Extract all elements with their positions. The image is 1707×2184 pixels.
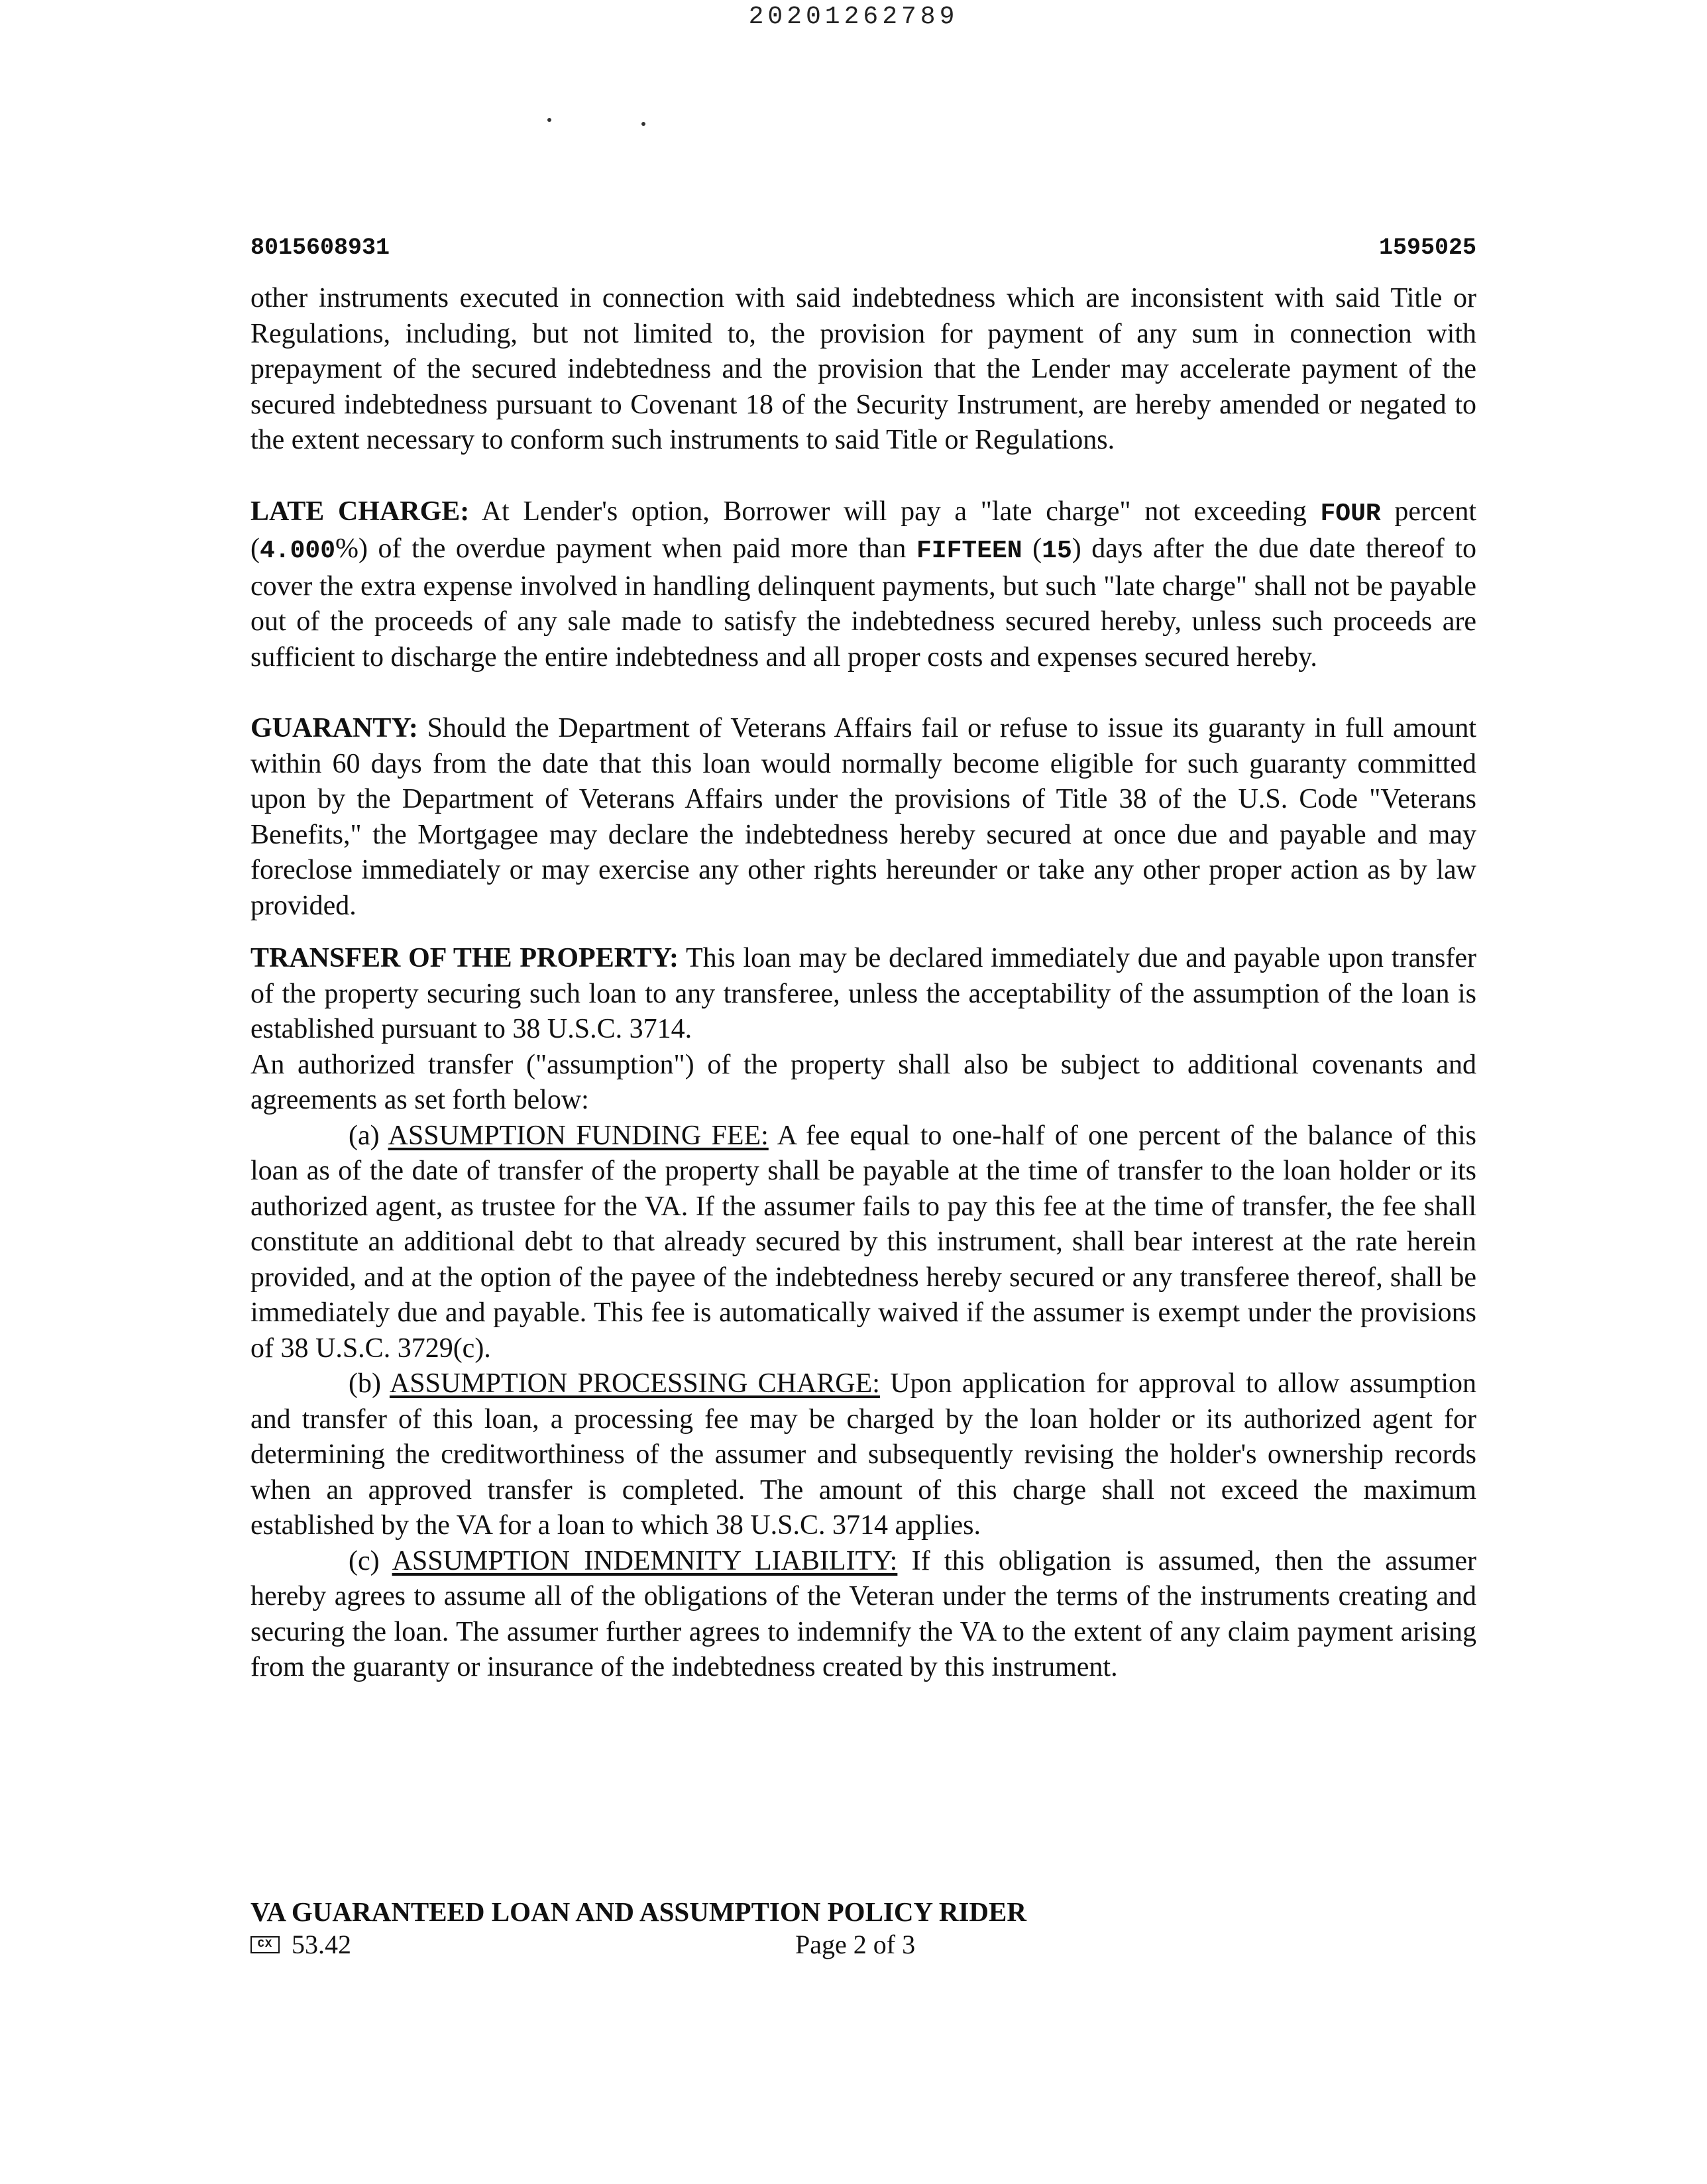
continuation-paragraph: other instruments executed in connection with said indebtedness which are inconsistent with said Title or Regulations, including, but not limited to, the provision for payment of any sum in connection with prepayment of the secured indebtedness and the provision that the Lender may accelerate payment of the secured indebtedness pursuant to Covenant 18 of the Security Instrument, are hereby amended or negated to the extent necessary to conform such instruments to said Title or Regulations.: [250, 283, 1476, 455]
recording-number: 20201262789: [748, 3, 959, 31]
late-charge-text: (: [1022, 533, 1042, 564]
late-charge-text: ) days after the due date thereof to cover the extra expense involved in handling delinquent payments, but such "late charge" shall not be payable out of the proceeds of any sale made to satisfy the indebtedness secured hereby, unless such proceeds are sufficient to discharge the entire indebtedness and all proper costs and expenses secured hereby.: [250, 533, 1476, 673]
page-indicator: Page 2 of 3: [795, 1930, 916, 1959]
late-charge-paragraph: [250, 494, 1476, 676]
form-number: 53.42: [292, 1930, 351, 1959]
late-charge-percent-value: 4.000: [260, 537, 336, 565]
transfer-paragraph: [250, 941, 1476, 1048]
item-b-paragraph: [250, 1366, 1476, 1544]
transfer-heading: TRANSFER OF THE PROPERTY:: [250, 943, 679, 973]
footer-row: [250, 1928, 1476, 1961]
scan-speck: [641, 122, 645, 126]
late-charge-days-words: FIFTEEN: [916, 537, 1022, 565]
item-a-label: (a): [349, 1120, 388, 1151]
late-charge-heading: LATE CHARGE:: [250, 496, 470, 527]
item-b-title: ASSUMPTION PROCESSING CHARGE:: [389, 1368, 880, 1399]
loan-number: 8015608931: [250, 235, 390, 261]
guaranty-text: Should the Department of Veterans Affairs fail or refuse to issue its guaranty in full amount within 60 days from the date that this loan would normally become eligible for such guaranty committed upon by the Department of Veterans Affairs under the provisions of Title 38 of the U.S. Code "Veterans Benefits," the Mortgagee may declare the indebtedness hereby secured at once due and payable and may foreclose immediately or may exercise any other rights hereunder or take any other proper action as by law provided.: [250, 713, 1476, 921]
rider-title: VA GUARANTEED LOAN AND ASSUMPTION POLICY RIDER: [250, 1896, 1026, 1927]
late-charge-percent-words: FOUR: [1320, 499, 1381, 528]
item-c-paragraph: [250, 1544, 1476, 1686]
document-number: 1595025: [1378, 235, 1476, 261]
item-c-label: (c): [349, 1545, 392, 1576]
form-provider-logo-icon: CX: [250, 1936, 280, 1953]
guaranty-paragraph: [250, 711, 1476, 924]
item-c-title: ASSUMPTION INDEMNITY LIABILITY:: [392, 1545, 898, 1576]
document-header: [250, 235, 1476, 261]
transfer-covenants-paragraph: An authorized transfer ("assumption") of the property shall also be subject to additional covenants and agreements as set forth below:: [250, 1049, 1476, 1115]
item-c-text: If this obligation is assumed, then the assumer hereby agrees to assume all of the obligations of the Veteran under the terms of the instruments creating and securing the loan. The assumer further agrees to indemnify the VA to the extent of any claim payment arising from the guaranty or insurance of the indebtedness created by this instrument.: [250, 1545, 1476, 1682]
item-a-title: ASSUMPTION FUNDING FEE:: [388, 1120, 769, 1151]
document-body: [250, 281, 1476, 1686]
item-b-label: (b): [349, 1368, 390, 1399]
late-charge-days-value: 15: [1042, 537, 1072, 565]
guaranty-heading: GUARANTY:: [250, 713, 418, 743]
late-charge-text: %) of the overdue payment when paid more than: [335, 533, 916, 564]
document-footer: [250, 1895, 1476, 1961]
scan-speck: [547, 118, 551, 122]
item-a-paragraph: [250, 1119, 1476, 1367]
late-charge-text: percent (: [250, 496, 1476, 564]
transfer-text: This loan may be declared immediately due and payable upon transfer of the property securing such loan to any transferee, unless the acceptability of the assumption of the loan is established pursuant to 38 U.S.C. 3714.: [250, 943, 1476, 1044]
late-charge-text: At Lender's option, Borrower will pay a "late charge" not exceeding: [469, 496, 1321, 527]
item-b-text: Upon application for approval to allow assumption and transfer of this loan, a processing fee may be charged by the loan holder or its authorized agent for determining the creditworthiness of the assumer and subsequently revising the holder's ownership records when an approved transfer is completed. The amount of this charge shall not exceed the maximum established by the VA for a loan to which 38 U.S.C. 3714 applies.: [250, 1368, 1477, 1541]
item-a-text: A fee equal to one-half of one percent of the balance of this loan as of the date of transfer of the property shall be payable at the time of transfer to the loan holder or its authorized agent, as trustee for the VA. If the assumer fails to pay this fee at the time of transfer, the fee shall constitute an additional debt to that already secured by this instrument, shall bear interest at the rate herein provided, and at the option of the payee of the indebtedness hereby secured or any transferee thereof, shall be immediately due and payable. This fee is automatically waived if the assumer is exempt under the provisions of 38 U.S.C. 3729(c).: [250, 1120, 1477, 1364]
